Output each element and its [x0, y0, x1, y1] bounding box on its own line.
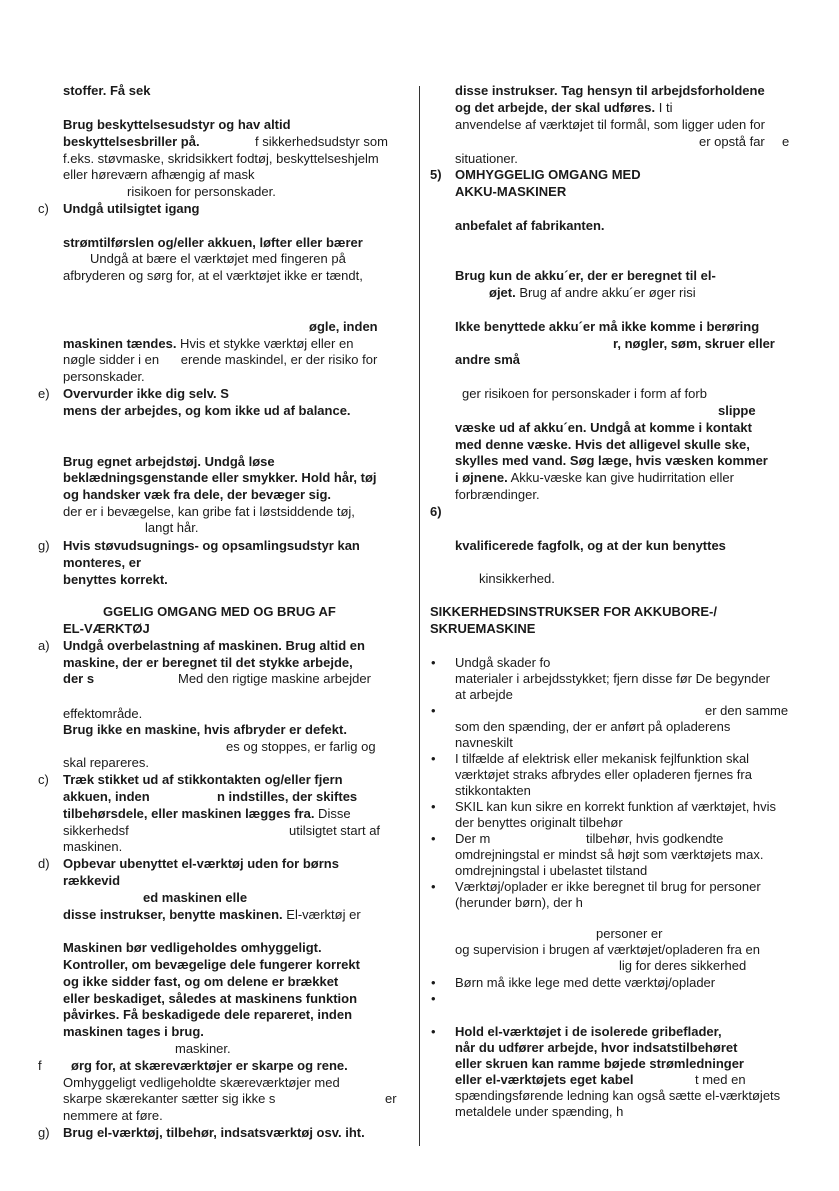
- text-line: Undgå skader fo: [455, 655, 551, 670]
- list-marker: f: [38, 1058, 42, 1073]
- text-line: Brug af andre akku´er øger risi: [515, 285, 696, 300]
- text-line: maskinen tændes.: [63, 336, 177, 351]
- text-line: t med en: [695, 1072, 746, 1087]
- text-line: stikkontakten: [455, 783, 531, 798]
- text-line: materialer i arbejdsstykket; fjern disse før De begynder: [455, 671, 771, 686]
- bullet-marker: •: [431, 879, 436, 894]
- text-line: Brug kun de akku´er, der er beregnet til el-: [455, 268, 716, 283]
- text-line: kinsikkerhed.: [479, 571, 555, 586]
- text-line: Værktøj/oplader er ikke beregnet til brug for personer: [455, 879, 761, 894]
- text-line: metaldele under spænding, h: [455, 1104, 624, 1119]
- text-line: beskyttelsesbriller på.: [63, 134, 200, 149]
- bullet-marker: •: [431, 975, 436, 990]
- text-line: tilbehørsdele, eller maskinen lægges fra.: [63, 806, 315, 821]
- list-marker: c): [38, 772, 49, 787]
- text-line: og supervision i brugen af værktøjet/opladeren fra en: [455, 942, 760, 957]
- text-line: Hvis et stykke værktøj eller en: [176, 336, 354, 351]
- section-heading: OMHYGGELIG OMGANG MED: [455, 167, 641, 182]
- text-line: sikkerhedsf: [63, 823, 129, 838]
- text-line: Maskinen bør vedligeholdes omhyggeligt.: [63, 940, 322, 955]
- text-line: Hvis støvudsugnings- og opsamlingsudstyr kan: [63, 538, 360, 553]
- text-line: ger risikoen for personskader i form af forb: [462, 386, 707, 401]
- bullet-marker: •: [431, 991, 436, 1006]
- text-line: n indstilles, der skiftes: [217, 789, 358, 804]
- bullet-marker: •: [431, 751, 436, 766]
- text-line: eller høreværn afhængig af mask: [63, 167, 255, 182]
- text-line: Hold el-værktøjet i de isolerede gribeflader,: [455, 1024, 722, 1039]
- text-line: Undgå overbelastning af maskinen. Brug altid en: [63, 638, 365, 653]
- text-line: omdrejningstal i ubelastet tilstand: [455, 863, 648, 878]
- text-line: Opbevar ubenyttet el-værktøj uden for børns: [63, 856, 339, 871]
- text-line: skal repareres.: [63, 755, 149, 770]
- text-line: eller skruen kan ramme bøjede strømledninger: [455, 1056, 744, 1071]
- text-line: effektområde.: [63, 706, 143, 721]
- text-line: ørg for, at skæreværktøjer er skarpe og rene.: [71, 1058, 348, 1073]
- text-line: spændingsførende ledning kan også sætte el-værktøjets: [455, 1088, 781, 1103]
- text-line: lig for deres sikkerhed: [619, 958, 747, 973]
- section-number: 5): [430, 167, 442, 182]
- text-line: I tilfælde af elektrisk eller mekanisk fejlfunktion skal: [455, 751, 750, 766]
- text-line: øjet.: [489, 285, 516, 300]
- section-heading: AKKU-MASKINER: [455, 184, 567, 199]
- text-line: disse instrukser. Tag hensyn til arbejdsforholdene: [455, 83, 765, 98]
- text-line: situationer.: [455, 151, 518, 166]
- text-line: øgle, inden: [309, 319, 378, 334]
- text-line: at arbejde: [455, 687, 513, 702]
- text-line: nemmere at føre.: [63, 1108, 163, 1123]
- list-marker: e): [38, 386, 50, 401]
- text-line: El-værktøj er: [282, 907, 361, 922]
- text-line: Brug beskyttelsesudstyr og hav altid: [63, 117, 291, 132]
- section-heading: GGELIG OMGANG MED OG BRUG AF: [103, 604, 336, 619]
- text-line: omdrejningstal er mindst så højt som værktøjets max.: [455, 847, 764, 862]
- text-line: når du udfører arbejde, hvor indsatstilbehøret: [455, 1040, 738, 1055]
- list-marker: d): [38, 856, 50, 871]
- text-line: e: [782, 134, 790, 149]
- text-line: påvirkes. Få beskadigede dele repareret, inden: [63, 1007, 353, 1022]
- section-heading: EL-VÆRKTØJ: [63, 621, 150, 636]
- text-line: beklædningsgenstande eller smykker. Hold hår, tøj: [63, 470, 377, 485]
- text-line: Der m: [455, 831, 491, 846]
- text-line: SKIL kan kun sikre en korrekt funktion af værktøjet, hvis: [455, 799, 777, 814]
- text-line: maskinen.: [63, 839, 123, 854]
- text-line: Ikke benyttede akku´er må ikke komme i berøring: [455, 319, 760, 334]
- text-line: afbryderen og sørg for, at el værktøjet ikke er tændt,: [63, 268, 363, 283]
- text-line: personskader.: [63, 369, 145, 384]
- text-line: maskine, der er beregnet til det stykke arbejde,: [63, 655, 353, 670]
- section-heading: SKRUEMASKINE: [430, 621, 536, 636]
- text-line: er: [385, 1091, 397, 1106]
- text-line: kvalificerede fagfolk, og at der kun benyttes: [455, 538, 726, 553]
- text-line: der er i bevægelse, kan gribe fat i løstsiddende tøj,: [63, 504, 355, 519]
- text-line: eller el-værktøjets eget kabel: [455, 1072, 634, 1087]
- text-line: r, nøgler, søm, skruer eller: [613, 336, 775, 351]
- text-line: Kontroller, om bevægelige dele fungerer korrekt: [63, 957, 360, 972]
- text-line: Undgå at bære el værktøjet med fingeren på: [90, 251, 346, 266]
- text-line: Akku-væske kan give hudirritation eller: [507, 470, 734, 485]
- section-number: 6): [430, 504, 442, 519]
- text-line: Omhyggeligt vedligeholdte skæreværktøjer med: [63, 1075, 340, 1090]
- text-line: ed maskinen elle: [143, 890, 248, 905]
- text-line: forbrændinger.: [455, 487, 540, 502]
- text-line: anbefalet af fabrikanten.: [455, 218, 605, 233]
- text-line: navneskilt: [455, 735, 513, 750]
- list-marker: c): [38, 201, 49, 216]
- text-line: akkuen, inden: [63, 789, 150, 804]
- text-line: (herunder børn), der h: [455, 895, 583, 910]
- text-line: risikoen for personskader.: [127, 184, 276, 199]
- text-line: og ikke sidder fast, og om delene er brækket: [63, 974, 339, 989]
- text-line: es og stoppes, er farlig og: [226, 739, 376, 754]
- bullet-marker: •: [431, 703, 436, 718]
- text-line: Disse: [314, 806, 351, 821]
- text-line: som den spænding, der er anført på opladerens: [455, 719, 731, 734]
- text-line: skylles med vand. Søg læge, hvis væsken kommer: [455, 453, 768, 468]
- column-divider: [419, 86, 420, 1146]
- text-line: Brug egnet arbejdstøj. Undgå løse: [63, 454, 275, 469]
- text-line: personer er: [596, 926, 663, 941]
- text-line: væske ud af akku´en. Undgå at komme i kontakt: [455, 420, 752, 435]
- text-line: monteres, er: [63, 555, 142, 570]
- bullet-marker: •: [431, 799, 436, 814]
- text-line: eller beskadiget, således at maskinens funktion: [63, 991, 358, 1006]
- text-line: Undgå utilsigtet igang: [63, 201, 200, 216]
- text-line: Overvurder ikke dig selv. S: [63, 386, 229, 401]
- bullet-marker: •: [431, 831, 436, 846]
- text-line: utilsigtet start af: [289, 823, 381, 838]
- list-marker: g): [38, 1125, 50, 1140]
- text-line: Brug el-værktøj, tilbehør, indsatsværktøj osv. iht.: [63, 1125, 365, 1140]
- text-line: andre små: [455, 352, 521, 367]
- text-line: strømtilførslen og/eller akkuen, løfter eller bærer: [63, 235, 363, 250]
- bullet-marker: •: [431, 655, 436, 670]
- text-line: disse instrukser, benytte maskinen.: [63, 907, 283, 922]
- text-line: slippe: [718, 403, 756, 418]
- text-line: f.eks. støvmaske, skridsikkert fodtøj, beskyttelseshjelm: [63, 151, 379, 166]
- text-line: i øjnene.: [455, 470, 508, 485]
- text-line: nøgle sidder i en erende maskindel, er der risiko for: [63, 352, 378, 367]
- text-line: Træk stikket ud af stikkontakten og/eller fjern: [63, 772, 343, 787]
- text-line: I ti: [655, 100, 673, 115]
- text-line: maskiner.: [175, 1041, 231, 1056]
- bullet-marker: •: [431, 1024, 436, 1039]
- text-line: stoffer. Få sek: [63, 83, 151, 98]
- text-line: der s: [63, 671, 95, 686]
- section-heading: SIKKERHEDSINSTRUKSER FOR AKKUBORE-/: [430, 604, 717, 619]
- text-line: maskinen tages i brug.: [63, 1024, 204, 1039]
- text-line: benyttes korrekt.: [63, 572, 168, 587]
- text-line: Med den rigtige maskine arbejder: [178, 671, 371, 686]
- text-line: rækkevid: [63, 873, 121, 888]
- text-line: skarpe skærekanter sætter sig ikke s: [63, 1091, 276, 1106]
- text-line: er den samme: [705, 703, 789, 718]
- text-line: Brug ikke en maskine, hvis afbryder er defekt.: [63, 722, 347, 737]
- text-line: tilbehør, hvis godkendte: [586, 831, 724, 846]
- text-line: og det arbejde, der skal udføres.: [455, 100, 656, 115]
- list-marker: a): [38, 638, 50, 653]
- text-line: f sikkerhedsudstyr som: [255, 134, 388, 149]
- text-line: og handsker væk fra dele, der bevæger sig.: [63, 487, 332, 502]
- text-line: mens der arbejdes, og kom ikke ud af balance.: [63, 403, 351, 418]
- text-line: anvendelse af værktøjet til formål, som ligger uden for: [455, 117, 765, 132]
- text-line: er opstå far: [699, 134, 765, 149]
- text-line: værktøjet straks afbrydes eller opladeren fjernes fra: [455, 767, 752, 782]
- list-marker: g): [38, 538, 50, 553]
- text-line: langt hår.: [145, 520, 199, 535]
- text-line: Børn må ikke lege med dette værktøj/oplader: [455, 975, 716, 990]
- text-line: med denne væske. Hvis det alligevel skulle ske,: [455, 437, 750, 452]
- text-line: der benyttes originalt tilbehør: [455, 815, 623, 830]
